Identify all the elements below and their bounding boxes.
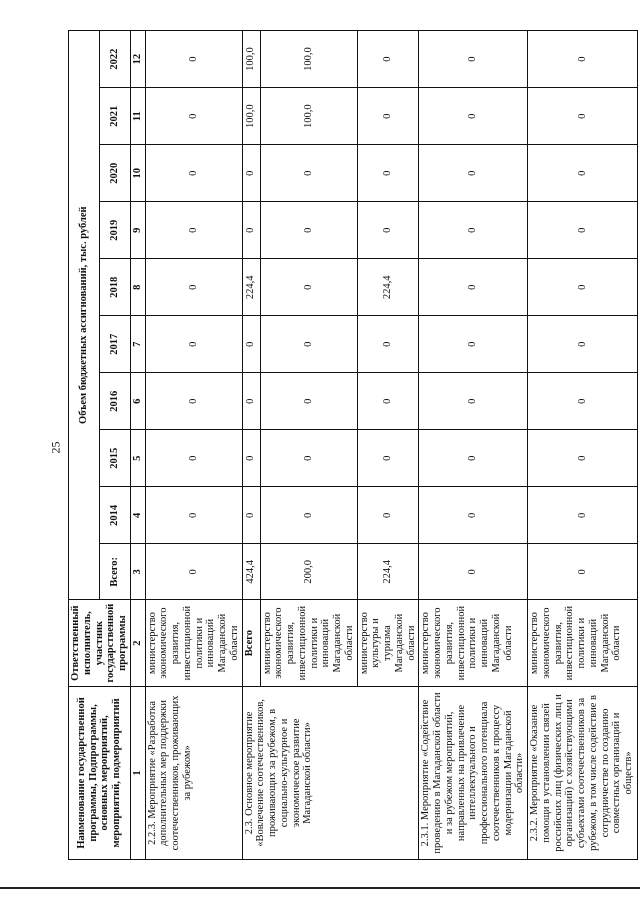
value-cell: 0 (260, 373, 357, 430)
index-cell: 3 (130, 544, 145, 600)
header-executor: Ответственный исполнитель, участник государственной программы (69, 600, 131, 687)
row-executor: министерство экономического развития, инвестиционной политики и инноваций Магаданской области (528, 600, 638, 687)
value-cell: 0 (242, 145, 260, 202)
header-year: 2014 (99, 487, 130, 544)
value-cell: 0 (145, 544, 242, 600)
value-cell: 0 (357, 31, 419, 88)
value-cell: 0 (260, 316, 357, 373)
header-year: 2022 (99, 31, 130, 88)
value-cell: 0 (145, 430, 242, 487)
value-cell: 0 (419, 145, 528, 202)
value-cell: 0 (419, 88, 528, 145)
value-cell: 0 (260, 202, 357, 259)
row-executor: министерство экономического развития, инвестиционной политики и инноваций Магаданской области (419, 600, 528, 687)
table-row (242, 31, 260, 860)
header-year: 2020 (99, 145, 130, 202)
index-cell: 8 (130, 259, 145, 316)
value-cell: 0 (357, 316, 419, 373)
index-cell: 2 (130, 600, 145, 687)
value-cell: 0 (145, 202, 242, 259)
value-cell: 0 (528, 202, 638, 259)
value-cell: 0 (419, 202, 528, 259)
value-cell: 100,0 (260, 88, 357, 145)
value-cell: 100,0 (260, 31, 357, 88)
value-cell: 224,4 (357, 544, 419, 600)
row-name: 2.3.2. Мероприятие «Оказание помощи в установлении связей российских лиц (физических лиц и организаций) с хозяйствующими субъектами соотечественников за рубежом, в том числе содействие в сотрудничестве по созданию совместных организаций и обществ» (528, 686, 638, 859)
index-cell: 1 (130, 686, 145, 859)
value-cell: 0 (145, 259, 242, 316)
value-cell: 0 (528, 430, 638, 487)
table-row (145, 31, 242, 860)
header-budget-group: Объем бюджетных ассигнований, тыс. рублей (69, 31, 100, 600)
table-row (528, 31, 638, 860)
value-cell: 0 (528, 316, 638, 373)
value-cell: 0 (145, 88, 242, 145)
row-name: 2.3.1. Мероприятие «Содействие проведению в Магаданской области и за рубежом мероприятий, направленных на привлечение интеллектуального и профессионального потенциала соотечественников к процессу модернизации Магаданской области» (419, 686, 528, 859)
index-cell: 4 (130, 487, 145, 544)
value-cell: 0 (528, 31, 638, 88)
row-executor: министерство экономического развития, инвестиционной политики и инноваций Магаданской области (260, 600, 357, 687)
scan-edge-line (0, 887, 640, 889)
value-cell: 200,0 (260, 544, 357, 600)
header-year: 2021 (99, 88, 130, 145)
value-cell: 0 (528, 259, 638, 316)
header-year: 2015 (99, 430, 130, 487)
value-cell: 0 (419, 259, 528, 316)
header-year: 2017 (99, 316, 130, 373)
value-cell: 0 (260, 259, 357, 316)
row-name: 2.2.3. Мероприятие «Разработка дополнительных мер поддержки соотечественников, проживающих за рубежом» (145, 686, 242, 859)
value-cell: 0 (419, 316, 528, 373)
header-year: 2018 (99, 259, 130, 316)
budget-table (68, 30, 638, 860)
value-cell: 0 (260, 145, 357, 202)
value-cell: 0 (419, 430, 528, 487)
value-cell: 100,0 (242, 31, 260, 88)
value-cell: 0 (528, 145, 638, 202)
value-cell: 0 (260, 430, 357, 487)
value-cell: 0 (145, 373, 242, 430)
index-cell: 5 (130, 430, 145, 487)
index-row (130, 31, 145, 860)
header-row-1 (69, 31, 100, 860)
index-cell: 6 (130, 373, 145, 430)
value-cell: 100,0 (242, 88, 260, 145)
value-cell: 0 (528, 88, 638, 145)
value-cell: 0 (145, 145, 242, 202)
table-row (419, 31, 528, 860)
row-executor: министерство экономического развития, инвестиционной политики и инноваций Магаданской области (145, 600, 242, 687)
value-cell: 0 (242, 202, 260, 259)
value-cell: 0 (145, 316, 242, 373)
index-cell: 12 (130, 31, 145, 88)
value-cell: 0 (357, 88, 419, 145)
value-cell: 0 (419, 31, 528, 88)
value-cell: 0 (419, 373, 528, 430)
budget-table-rotated (68, 30, 634, 860)
header-total: Всего: (99, 544, 130, 600)
row-name: 2.3. Основное мероприятие «Вовлечение соотечественников, проживающих за рубежом, в социально-культурное и экономическое развитие Магаданской области» (242, 686, 419, 859)
header-year: 2019 (99, 202, 130, 259)
value-cell: 0 (242, 373, 260, 430)
value-cell: 0 (528, 487, 638, 544)
page-number: 25 (48, 441, 63, 454)
value-cell: 424,4 (242, 544, 260, 600)
value-cell: 0 (528, 544, 638, 600)
value-cell: 0 (357, 487, 419, 544)
value-cell: 0 (357, 430, 419, 487)
value-cell: 0 (260, 487, 357, 544)
value-cell: 0 (419, 487, 528, 544)
value-cell: 0 (145, 31, 242, 88)
value-cell: 0 (242, 316, 260, 373)
value-cell: 0 (419, 544, 528, 600)
index-cell: 11 (130, 88, 145, 145)
row-executor: Всего (242, 600, 260, 687)
value-cell: 0 (357, 202, 419, 259)
value-cell: 0 (528, 373, 638, 430)
value-cell: 224,4 (242, 259, 260, 316)
value-cell: 0 (145, 487, 242, 544)
header-year: 2016 (99, 373, 130, 430)
header-name: Наименование государственной программы, Подпрограммы, основных мероприятий, мероприятий, подмероприятий (69, 686, 131, 859)
value-cell: 0 (242, 430, 260, 487)
value-cell: 0 (357, 145, 419, 202)
value-cell: 0 (357, 373, 419, 430)
row-executor: министерство культуры и туризма Магаданской области (357, 600, 419, 687)
index-cell: 10 (130, 145, 145, 202)
index-cell: 7 (130, 316, 145, 373)
index-cell: 9 (130, 202, 145, 259)
value-cell: 0 (242, 487, 260, 544)
value-cell: 224,4 (357, 259, 419, 316)
